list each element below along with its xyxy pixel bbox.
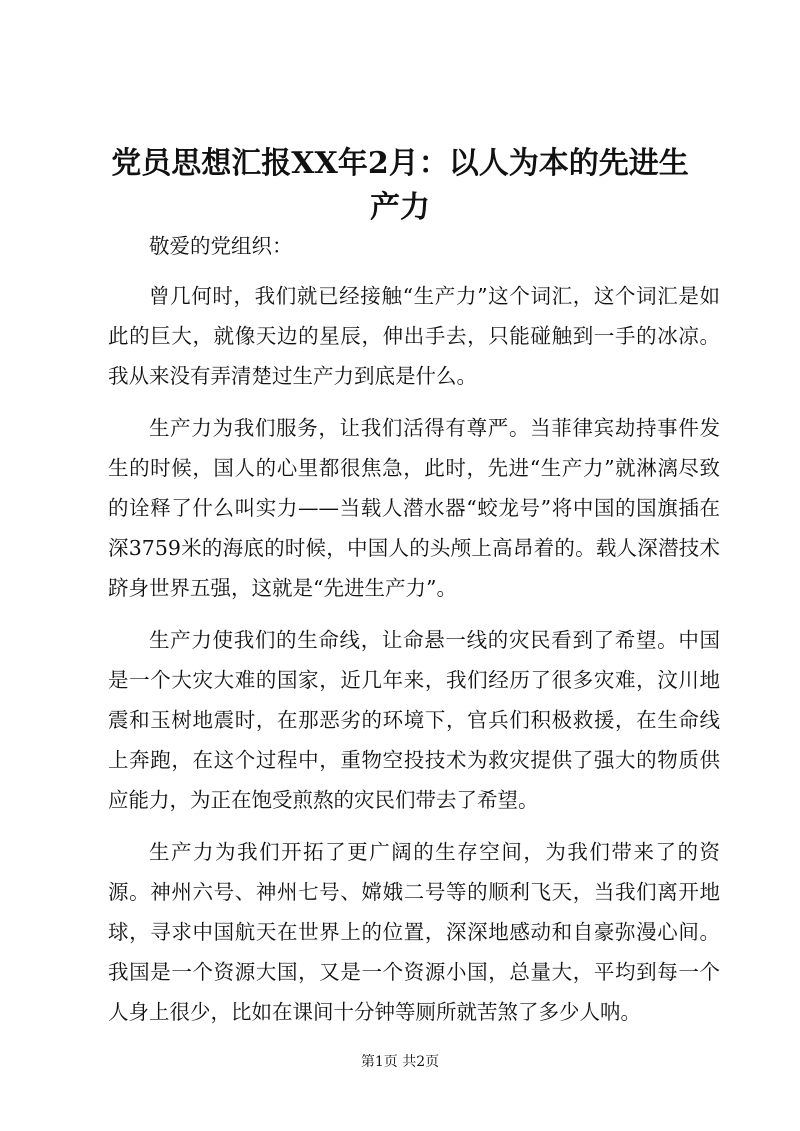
document-body xyxy=(108,228,720,1032)
document-title: 党员思想汇报XX年2月：以人为本的先进生产力 xyxy=(111,146,689,225)
salutation: 敬爱的党组织： xyxy=(149,234,293,258)
paragraph-1: 曾几何时，我们就已经接触“生产力”这个词汇，这个词汇是如此的巨大，就像天边的星辰，伸出手去，只能碰触到一手的冰凉。我从来没有弄清楚过生产力到底是什么。 xyxy=(108,284,720,388)
paragraph-4: 生产力为我们开拓了更广阔的生存空间，为我们带来了的资源。神州六号、神州七号、嫦娥二号等的顺利飞天，当我们离开地球，寻求中国航天在世界上的位置，深深地感动和自豪弥漫心间。我国是一个资源大国，又是一个资源小国，总量大，平均到每一个人身上很少，比如在课间十分钟等厕所就苦煞了多少人呐。 xyxy=(108,840,720,1024)
page-number-footer: 第1页 共2页 xyxy=(360,1054,440,1070)
paragraph-2: 生产力为我们服务，让我们活得有尊严。当菲律宾劫持事件发生的时候，国人的心里都很焦急，此时，先进“生产力”就淋漓尽致的诠释了什么叫实力——当载人潜水器“蛟龙号”将中国的国旗插在深3759米的海底的时候，中国人的头颅上高昂着的。载人深潜技术跻身世界五强，这就是“先进生产力”。 xyxy=(108,416,720,600)
paragraph-3: 生产力使我们的生命线，让命悬一线的灾民看到了希望。中国是一个大灾大难的国家，近几年来，我们经历了很多灾难，汶川地震和玉树地震时，在那恶劣的环境下，官兵们积极救援，在生命线上奔跑，在这个过程中，重物空投技术为救灾提供了强大的物质供应能力，为正在饱受煎熬的灾民们带去了希望。 xyxy=(108,628,720,812)
